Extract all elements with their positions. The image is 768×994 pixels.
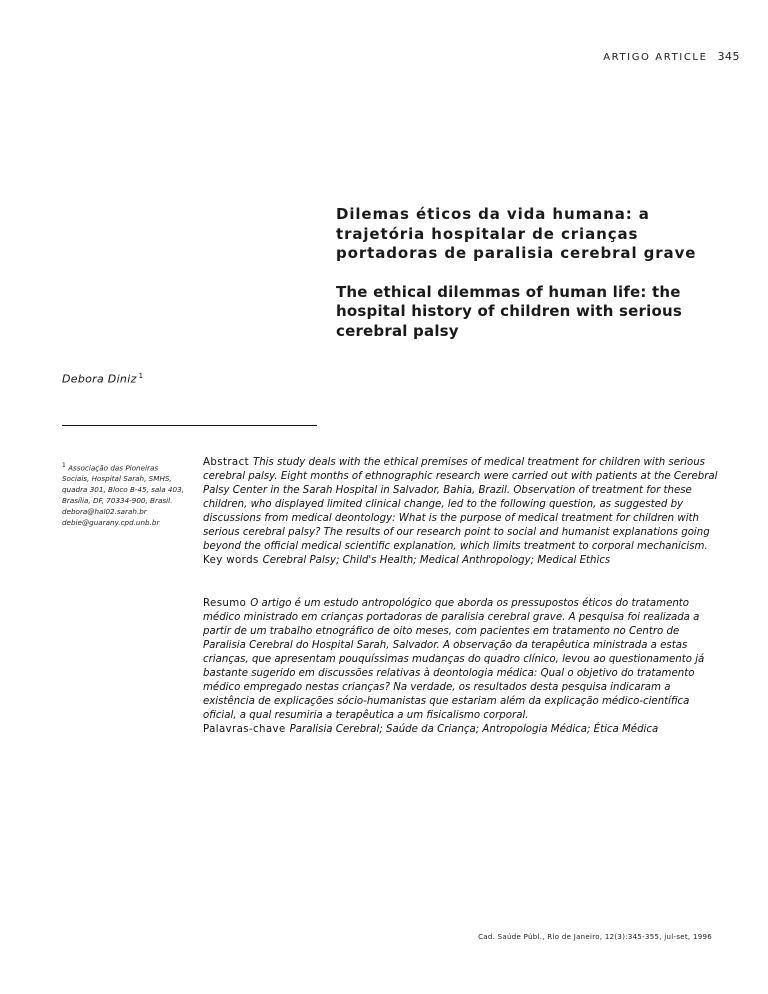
author-line <box>62 372 143 386</box>
keywords-text: Cerebral Palsy; Child's Health; Medical Anthropology; Medical Ethics <box>262 555 611 566</box>
title-english: The ethical dilemmas of human life: the hospital history of children with serious cerebral palsy <box>336 282 683 340</box>
author-name: Debora Diniz <box>62 372 137 386</box>
palavras-chave-label: Palavras-chave <box>203 724 286 735</box>
running-header <box>603 50 740 63</box>
affiliation-note <box>62 460 187 528</box>
palavras-chave-line <box>203 723 723 737</box>
palavras-chave-text: Paralisia Cerebral; Saúde da Criança; Antropologia Médica; Ética Médica <box>289 724 659 735</box>
title-portuguese: Dilemas éticos da vida humana: a trajetória hospitalar de crianças portadoras de paralisia cerebral grave <box>336 205 697 262</box>
journal-citation: Cad. Saúde Públ., Rio de Janeiro, 12(3):345-355, jul-set, 1996 <box>478 933 712 941</box>
affiliation-marker: 1 <box>62 462 66 469</box>
resumo-label: Resumo <box>203 598 247 609</box>
keywords-line <box>203 554 723 568</box>
keywords-label: Key words <box>203 555 259 566</box>
section-label: ARTIGO ARTICLE <box>603 52 708 63</box>
abstract-portuguese <box>203 597 723 737</box>
abstract-label: Abstract <box>203 457 249 468</box>
author-divider <box>62 425 317 426</box>
author-affiliation-marker: 1 <box>138 372 144 380</box>
page-number: 345 <box>717 50 740 63</box>
title-block <box>336 205 736 341</box>
abstract-english <box>203 456 723 568</box>
affiliation-text: Associação das Pioneiras Sociais, Hospital Sarah, SMHS, quadra 301, Bloco B-45, sala 403, Brasília, DF, 70334-900, Brasil. debora@hal02.sarah.br debie@guarany.cpd.unb.br <box>62 463 184 528</box>
resumo-text: O artigo é um estudo antropológico que aborda os pressupostos éticos do tratamento médico ministrado em crianças portadoras de paralisia cerebral grave. A pesquisa foi realizada a partir de um trabalho etnográfico de oito meses, com pacientes em tratamento no Centro de Paralisia Cerebral do Hospital Sarah, Salvador. A observação da terapêutica ministrada a estas crianças, que apresentam pouquíssimas mudanças do quadro clínico, levou ao questionamento já bastante sugerido em discussões relativas à deontologia médica: Qual o objetivo do tratamento médico empregado nestas crianças? Na verdade, os resultados desta pesquisa indicaram a existência de explicações sócio-humanistas que estariam além da explicação médico-científica oficial, a qual resumiria a terapêutica a um fisicalismo corporal. <box>203 598 705 721</box>
abstract-text: This study deals with the ethical premises of medical treatment for children with serious cerebral palsy. Eight months of ethnographic research were carried out with patients at the Cerebral Palsy Center in the Sarah Hospital in Salvador, Bahia, Brazil. Observation of treatment for these children, who displayed limited clinical change, led to the following question, as suggested by discussions from medical deontology: What is the purpose of medical treatment for children with serious cerebral palsy? The results of our research point to social and humanist explanations going beyond the official medical scientific explanation, which limits treatment to corporal mechanicism. <box>203 457 718 552</box>
